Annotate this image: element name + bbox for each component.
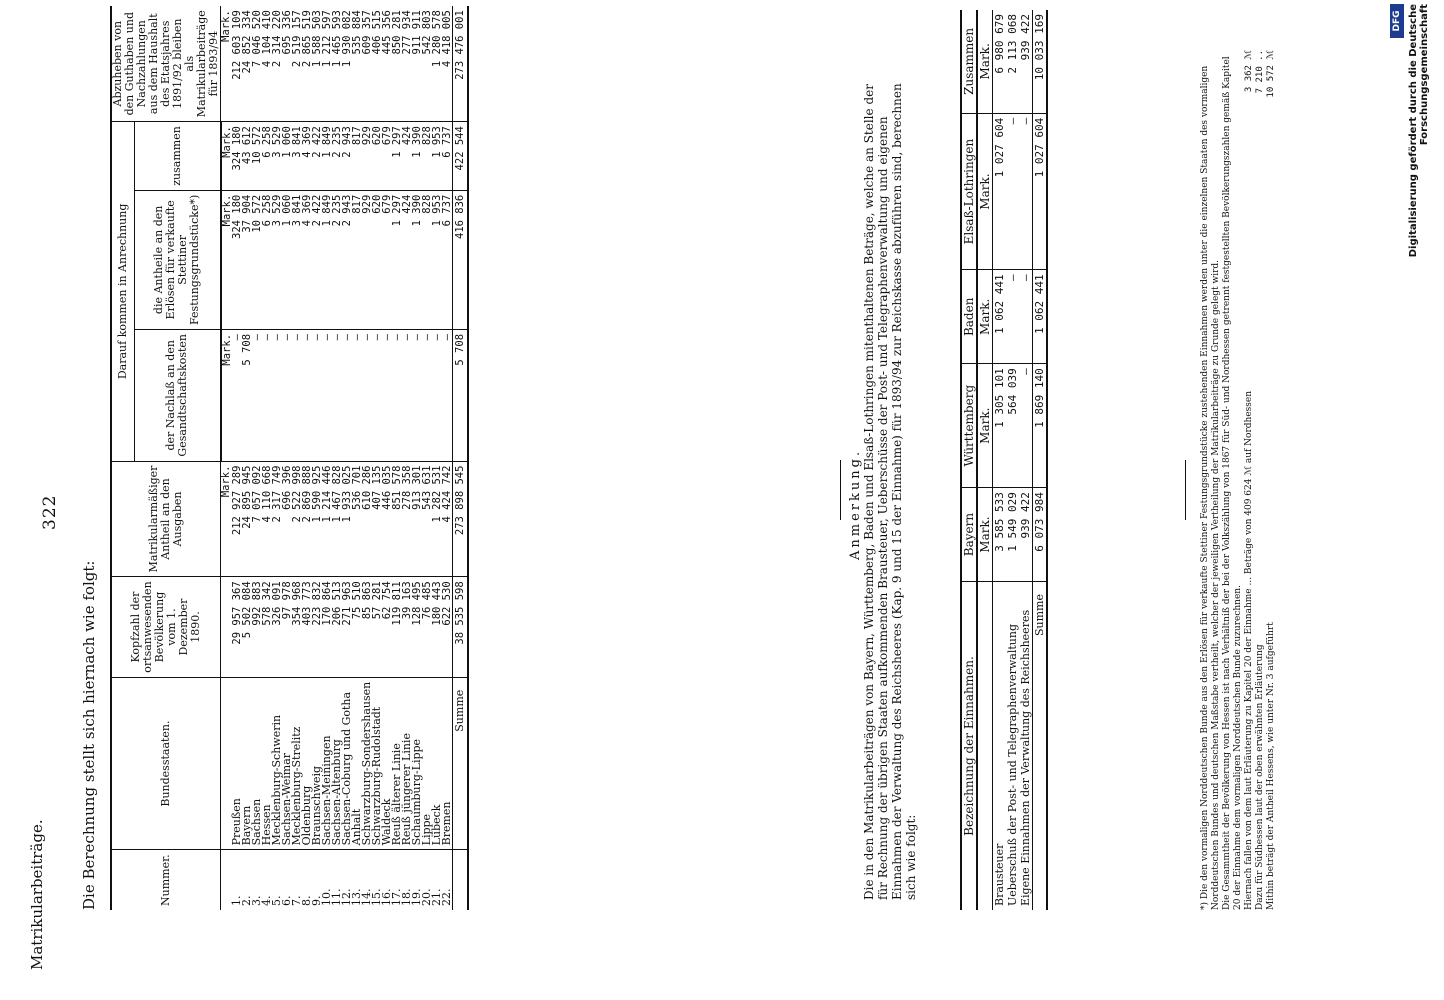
cell-nachlass: 5 708 bbox=[242, 329, 252, 461]
cell-matrikular: 446 035 bbox=[382, 461, 392, 577]
cell-antheile: 817 bbox=[352, 190, 362, 329]
cell-zusammen: 817 bbox=[352, 122, 362, 191]
cell-zusammen: 1 060 bbox=[282, 122, 292, 191]
cell-nachlass: — bbox=[362, 329, 372, 461]
col-bezeichnung: Bezeichnung der Einnahmen. bbox=[961, 582, 977, 911]
cell-elsass: — bbox=[1019, 113, 1033, 270]
cell-bezeichnung: Eigene Einnahmen der Verwaltung des Reichsheeres bbox=[1019, 609, 1032, 906]
cell-baden: 1 062 441 bbox=[993, 270, 1007, 364]
cell-abzuheben: 535 884 bbox=[352, 6, 362, 121]
cell-elsass: 1 027 604 bbox=[993, 113, 1007, 270]
cell-antheile: 6 737 bbox=[442, 190, 453, 329]
cell-antheile: 37 904 bbox=[242, 190, 252, 329]
cell-zusammen: 679 bbox=[382, 122, 392, 191]
cell-zusammen: 1 953 bbox=[432, 122, 442, 191]
cell-staat: Lübeck bbox=[432, 677, 442, 850]
table-row bbox=[252, 6, 262, 910]
cell-staat: Lippe bbox=[422, 677, 432, 850]
cell-nummer: 16. bbox=[379, 888, 393, 906]
col-antheile: die Antheile an den Erlösen für verkaufte Stettiner Festungsgrundstücke*) bbox=[134, 190, 220, 329]
cell-abzuheben: 277 934 bbox=[402, 6, 412, 121]
sum-value: 1 027 604 bbox=[1033, 113, 1048, 270]
cell-antheile: 1 849 bbox=[322, 190, 332, 329]
unit-label: Mark. bbox=[221, 122, 232, 191]
cell-nummer: 17. bbox=[389, 888, 403, 906]
cell-matrikular: 1 933 025 bbox=[342, 461, 352, 577]
sum-value: 416 836 bbox=[452, 190, 468, 329]
cell-staat: Reuß jüngerer Linie bbox=[402, 677, 412, 850]
table-row bbox=[1006, 10, 1019, 910]
cell-antheile: 10 572 bbox=[252, 190, 262, 329]
dfg-logo: DFG bbox=[1390, 4, 1404, 38]
cell-nummer: 22. bbox=[439, 888, 453, 906]
col-zusammen: zusammen bbox=[134, 122, 220, 191]
matrikular-table bbox=[110, 6, 469, 910]
cell-bevoelkerung: 39 163 bbox=[402, 577, 412, 677]
table-row bbox=[232, 6, 242, 910]
sum-value: 5 708 bbox=[452, 329, 468, 461]
cell-matrikular: 2 869 888 bbox=[302, 461, 312, 577]
page-number: 322 bbox=[40, 494, 60, 530]
cell-antheile: 1 297 bbox=[392, 190, 402, 329]
cell-abzuheben: 850 281 bbox=[392, 6, 402, 121]
cell-abzuheben: 445 356 bbox=[382, 6, 392, 121]
cell-zusammen: 1 390 bbox=[412, 122, 422, 191]
cell-bevoelkerung: 5 502 084 bbox=[242, 577, 252, 677]
cell-staat: Schwarzburg-Sondershausen bbox=[362, 677, 372, 850]
cell-matrikular: 212 927 289 bbox=[232, 461, 242, 577]
cell-elsass: — bbox=[1006, 113, 1019, 270]
cell-antheile: 620 bbox=[372, 190, 382, 329]
cell-nachlass: — bbox=[262, 329, 272, 461]
sum-value: 38 535 598 bbox=[452, 577, 468, 677]
cell-staat: Sachsen-Weimar bbox=[282, 677, 292, 850]
cell-abzuheben: 2 865 519 bbox=[302, 6, 312, 121]
cell-staat: Hessen bbox=[262, 677, 272, 850]
cell-antheile: 4 369 bbox=[302, 190, 312, 329]
sum-value: 10 033 169 bbox=[1033, 10, 1048, 113]
cell-antheile: 424 bbox=[402, 190, 412, 329]
cell-nachlass: — bbox=[312, 329, 322, 461]
cell-bevoelkerung: 29 957 367 bbox=[232, 577, 242, 677]
cell-abzuheben: 911 911 bbox=[412, 6, 422, 121]
cell-abzuheben: 1 212 597 bbox=[322, 6, 332, 121]
col-nachlass: der Nachlaß an den Gesandtschaftskosten bbox=[134, 329, 220, 461]
sum-value: 273 476 001 bbox=[452, 6, 468, 121]
unit-row bbox=[221, 6, 232, 910]
cell-zusammen: 2 235 bbox=[332, 122, 342, 191]
cell-bevoelkerung: 403 773 bbox=[302, 577, 312, 677]
cell-nummer: 18. bbox=[399, 888, 413, 906]
cell-nummer: 4. bbox=[259, 895, 273, 906]
cell-staat: Bremen bbox=[442, 677, 453, 850]
col-matrikular: Matrikularmäßiger Antheil an den Ausgaben bbox=[111, 461, 221, 577]
sum-row bbox=[452, 6, 468, 910]
col-wuerttemberg: Württemberg bbox=[961, 364, 977, 488]
cell-matrikular: 7 057 092 bbox=[252, 461, 262, 577]
cell-nummer: 8. bbox=[299, 895, 313, 906]
cell-antheile: 2 235 bbox=[332, 190, 342, 329]
cell-wuerttemberg: 564 039 bbox=[1006, 364, 1019, 488]
cell-wuerttemberg: — bbox=[1019, 364, 1033, 488]
footnote-line: Hiernach fallen von dem laut Erläuterung zu Kapitel 20 der Einnahme ... Beträge von 409 624 ℳ auf Nordhessen bbox=[1244, 390, 1254, 910]
cell-matrikular: 536 701 bbox=[352, 461, 362, 577]
table-row bbox=[993, 10, 1007, 910]
col-bevoelkerung: Kopfzahl der ortsanwesenden Bevölkerung vom 1. Dezember 1890. bbox=[111, 577, 221, 677]
cell-bayern: 1 549 029 bbox=[1006, 488, 1019, 582]
cell-zusammen: 6 258 bbox=[262, 122, 272, 191]
cell-matrikular: 278 358 bbox=[402, 461, 412, 577]
cell-zusammen: 10 572 bbox=[252, 122, 262, 191]
matrikular-table-body bbox=[221, 6, 468, 910]
cell-nachlass: — bbox=[282, 329, 292, 461]
cell-abzuheben: 609 357 bbox=[362, 6, 372, 121]
cell-nachlass: — bbox=[332, 329, 342, 461]
cell-matrikular: 2 317 749 bbox=[272, 461, 282, 577]
footnote bbox=[1200, 50, 1277, 910]
cell-staat: Mecklenburg-Schwerin bbox=[272, 677, 282, 850]
cell-baden: — bbox=[1006, 270, 1019, 364]
cell-bevoelkerung: 271 963 bbox=[342, 577, 352, 677]
unit-label: Mark. bbox=[977, 270, 993, 364]
sum-value: 422 544 bbox=[452, 122, 468, 191]
cell-matrikular: 1 590 925 bbox=[312, 461, 322, 577]
cell-bevoelkerung: 128 495 bbox=[412, 577, 422, 677]
cell-zusammen: 3 841 bbox=[292, 122, 302, 191]
cell-bevoelkerung: 622 530 bbox=[442, 577, 453, 677]
cell-abzuheben: 7 046 520 bbox=[252, 6, 262, 121]
footnote-line: Mithin beträgt der Antheil Hessens, wie unter Nr. 3 aufgeführt bbox=[1266, 622, 1276, 910]
unit-label: Mark. bbox=[977, 10, 993, 113]
cell-staat: Preußen bbox=[232, 677, 242, 850]
cell-bezeichnung: Ueberschuß der Post- und Telegraphenverwaltung bbox=[1006, 624, 1019, 906]
section-divider bbox=[840, 460, 841, 520]
table-row bbox=[342, 6, 352, 910]
cell-matrikular: 24 895 945 bbox=[242, 461, 252, 577]
cell-staat: Reuß älterer Linie bbox=[392, 677, 402, 850]
sum-label: Summe bbox=[452, 677, 468, 850]
cell-antheile: 828 bbox=[422, 190, 432, 329]
cell-nummer: 21. bbox=[429, 888, 443, 906]
cell-nachlass: — bbox=[232, 329, 242, 461]
cell-staat: Sachsen-Altenburg bbox=[332, 677, 342, 850]
footnote-value: 7 210 .. bbox=[1255, 50, 1265, 94]
cell-antheile: 6 258 bbox=[262, 190, 272, 329]
intro-line: Die Berechnung stellt sich hiernach wie folgt: bbox=[80, 560, 98, 910]
cell-zusammen: 1 849 bbox=[322, 122, 332, 191]
cell-zusammen: 3 529 bbox=[272, 122, 282, 191]
cell-nachlass: — bbox=[412, 329, 422, 461]
cell-nachlass: — bbox=[322, 329, 332, 461]
cell-matrikular: 696 396 bbox=[282, 461, 292, 577]
cell-nummer: 13. bbox=[349, 888, 363, 906]
cell-nachlass: — bbox=[352, 329, 362, 461]
unit-label: Mark. bbox=[221, 461, 232, 577]
cell-nachlass: — bbox=[372, 329, 382, 461]
cell-antheile: 3 529 bbox=[272, 190, 282, 329]
col-zusammen-2: Zusammen bbox=[961, 10, 977, 113]
cell-nummer: 10. bbox=[319, 888, 333, 906]
cell-bevoelkerung: 97 978 bbox=[282, 577, 292, 677]
cell-antheile: 1 060 bbox=[282, 190, 292, 329]
cell-wuerttemberg: 1 305 101 bbox=[993, 364, 1007, 488]
cell-nummer: 12. bbox=[339, 888, 353, 906]
cell-bevoelkerung: 180 443 bbox=[432, 577, 442, 677]
cell-abzuheben: 542 803 bbox=[422, 6, 432, 121]
col-darauf-group: Darauf kommen in Anrechnung bbox=[111, 122, 134, 461]
cell-abzuheben: 1 588 503 bbox=[312, 6, 322, 121]
cell-abzuheben: 695 336 bbox=[282, 6, 292, 121]
cell-antheile: 324 180 bbox=[232, 190, 242, 329]
cell-staat: Bayern bbox=[242, 677, 252, 850]
cell-staat: Oldenburg bbox=[302, 677, 312, 850]
cell-nachlass: — bbox=[442, 329, 453, 461]
cell-staat: Sachsen-Meiningen bbox=[322, 677, 332, 850]
cell-nachlass: — bbox=[292, 329, 302, 461]
cell-nummer: 15. bbox=[369, 888, 383, 906]
footnote-line: Dazu für Südhessen laut der oben erwähnten Erläuterung bbox=[1255, 644, 1265, 910]
cell-abzuheben: 2 314 220 bbox=[272, 6, 282, 121]
col-abzuheben: Abzuheben von den Guthaben und Nachzahlungen aus dem Haushalt des Etatsjahres 1891/92 bleiben als Matrikularbeiträge für 1893/94 bbox=[111, 6, 221, 121]
cell-staat: Sachsen-Coburg und Gotha bbox=[342, 677, 352, 850]
footnote-divider bbox=[1185, 460, 1186, 520]
unit-label: Mark. bbox=[221, 190, 232, 329]
cell-staat: Schwarzburg-Rudolstadt bbox=[372, 677, 382, 850]
cell-bevoelkerung: 75 510 bbox=[352, 577, 362, 677]
note-text: Die in den Matrikularbeiträgen von Bayern, Württemberg, Baden und Elsaß-Lothringen mitenthaltenen Beträge, welche an Stelle der für Rechnung der übrigen Staaten aufkommenden Brausteuer, Ueberschüsse der Post- und Telegraphenverwaltung und eigenen Einnahmen der Verwaltung des Reichsheeres (Kap. 9 und 15 der Einnahme) für 1893/94 zur Reichskasse abzuführen sind, berechnen sich wie folgt: bbox=[862, 83, 918, 900]
cell-zusammen: 939 422 bbox=[1019, 10, 1033, 113]
cell-zusammen: 2 113 068 bbox=[1006, 10, 1019, 113]
cell-nachlass: — bbox=[252, 329, 262, 461]
cell-nummer: 2. bbox=[239, 895, 253, 906]
cell-bevoelkerung: 578 342 bbox=[262, 577, 272, 677]
cell-nachlass: — bbox=[392, 329, 402, 461]
cell-antheile: 2 943 bbox=[342, 190, 352, 329]
col-baden: Baden bbox=[961, 270, 977, 364]
note-title: Anmerkung. bbox=[848, 448, 863, 560]
cell-nachlass: — bbox=[422, 329, 432, 461]
cell-staat: Mecklenburg-Strelitz bbox=[292, 677, 302, 850]
cell-nachlass: — bbox=[402, 329, 412, 461]
sum-value: 1 869 140 bbox=[1033, 364, 1048, 488]
table-row bbox=[242, 6, 252, 910]
cell-bevoelkerung: 85 863 bbox=[362, 577, 372, 677]
cell-matrikular: 913 301 bbox=[412, 461, 422, 577]
cell-nachlass: — bbox=[432, 329, 442, 461]
cell-abzuheben: 24 852 334 bbox=[242, 6, 252, 121]
cell-matrikular: 407 135 bbox=[372, 461, 382, 577]
cell-matrikular: 1 282 531 bbox=[432, 461, 442, 577]
cell-antheile: 3 841 bbox=[292, 190, 302, 329]
cell-zusammen: 324 180 bbox=[232, 122, 242, 191]
cell-zusammen: 4 369 bbox=[302, 122, 312, 191]
col-staaten: Bundesstaaten. bbox=[111, 677, 221, 850]
cell-matrikular: 2 522 998 bbox=[292, 461, 302, 577]
sum-label: Summe bbox=[1033, 582, 1048, 911]
running-header: Matrikularbeiträge. bbox=[28, 819, 46, 970]
cell-bevoelkerung: 326 091 bbox=[272, 577, 282, 677]
cell-zusammen: 1 297 bbox=[392, 122, 402, 191]
cell-zusammen: 2 943 bbox=[342, 122, 352, 191]
sum-value: 1 062 441 bbox=[1033, 270, 1048, 364]
cell-bevoelkerung: 992 883 bbox=[252, 577, 262, 677]
einnahmen-table bbox=[960, 10, 1048, 910]
cell-bevoelkerung: 206 513 bbox=[332, 577, 342, 677]
cell-bevoelkerung: 170 864 bbox=[322, 577, 332, 677]
cell-zusammen: 6 980 679 bbox=[993, 10, 1007, 113]
col-nummer: Nummer. bbox=[111, 850, 221, 910]
cell-bayern: 3 585 533 bbox=[993, 488, 1007, 582]
col-bayern: Bayern bbox=[961, 488, 977, 582]
footnote-value: 3 362 ℳ bbox=[1244, 50, 1254, 93]
cell-zusammen: 43 612 bbox=[242, 122, 252, 191]
sum-value: 6 073 984 bbox=[1033, 488, 1048, 582]
cell-nummer: 6. bbox=[279, 895, 293, 906]
cell-abzuheben: 212 603 109 bbox=[232, 6, 242, 121]
cell-nummer: 19. bbox=[409, 888, 423, 906]
unit-label: Mark. bbox=[977, 364, 993, 488]
cell-nummer: 3. bbox=[249, 895, 263, 906]
sum-row bbox=[1033, 10, 1048, 910]
cell-staat: Anhalt bbox=[352, 677, 362, 850]
cell-nachlass: — bbox=[302, 329, 312, 461]
table-row bbox=[292, 6, 302, 910]
table-row bbox=[1019, 10, 1033, 910]
cell-zusammen: 424 bbox=[402, 122, 412, 191]
cell-staat: Sachsen bbox=[252, 677, 262, 850]
cell-nummer: 14. bbox=[359, 888, 373, 906]
unit-label: Mark. bbox=[221, 329, 232, 461]
cell-bevoelkerung: 76 485 bbox=[422, 577, 432, 677]
cell-zusammen: 6 737 bbox=[442, 122, 453, 191]
cell-abzuheben: 1 280 578 bbox=[432, 6, 442, 121]
cell-abzuheben: 4 104 410 bbox=[262, 6, 272, 121]
cell-matrikular: 543 631 bbox=[422, 461, 432, 577]
cell-bevoelkerung: 57 281 bbox=[372, 577, 382, 677]
cell-abzuheben: 4 418 005 bbox=[442, 6, 453, 121]
cell-nachlass: — bbox=[342, 329, 352, 461]
table-row bbox=[442, 6, 453, 910]
cell-nummer: 9. bbox=[309, 895, 323, 906]
cell-staat: Schaumburg-Lippe bbox=[412, 677, 422, 850]
cell-antheile: 1 953 bbox=[432, 190, 442, 329]
cell-bevoelkerung: 119 811 bbox=[392, 577, 402, 677]
cell-nummer: 1. bbox=[229, 895, 243, 906]
cell-matrikular: 610 286 bbox=[362, 461, 372, 577]
cell-bevoelkerung: 223 832 bbox=[312, 577, 322, 677]
cell-abzuheben: 1 465 593 bbox=[332, 6, 342, 121]
cell-baden: — bbox=[1019, 270, 1033, 364]
table-row bbox=[422, 6, 432, 910]
cell-nachlass: — bbox=[272, 329, 282, 461]
sum-value: 273 898 545 bbox=[452, 461, 468, 577]
cell-staat: Braunschweig bbox=[312, 677, 322, 850]
unit-label: Mark. bbox=[977, 488, 993, 582]
cell-antheile: 929 bbox=[362, 190, 372, 329]
cell-zusammen: 828 bbox=[422, 122, 432, 191]
cell-matrikular: 1 214 446 bbox=[322, 461, 332, 577]
table-row bbox=[412, 6, 422, 910]
table-row bbox=[372, 6, 382, 910]
footnote-value: 10 572 ℳ bbox=[1266, 50, 1276, 98]
cell-nummer: 11. bbox=[329, 888, 343, 906]
cell-nummer: 5. bbox=[269, 895, 283, 906]
cell-antheile: 2 422 bbox=[312, 190, 322, 329]
cell-bayern: 939 422 bbox=[1019, 488, 1033, 582]
unit-label: Mark. bbox=[977, 113, 993, 270]
cell-nachlass: — bbox=[382, 329, 392, 461]
cell-abzuheben: 2 519 157 bbox=[292, 6, 302, 121]
footnote-line: *) Die den vormaligen Norddeutschen Bunde aus den Erlösen für verkaufte Stettiner Festungsgrundstücke zustehenden Einnahmen werden unter die einzelnen Staaten des vormaligen Norddeutschen Bundes und deutschen Maßstabe vertheilt, welcher der jeweiligen Vertheilung der Matrikularbeiträge zu Grunde gelegt wird. bbox=[1200, 65, 1221, 910]
cell-antheile: 1 390 bbox=[412, 190, 422, 329]
cell-matrikular: 1 467 828 bbox=[332, 461, 342, 577]
digitization-credit: Digitalisierung gefördert durch die Deutsche Forschungsgemeinschaft bbox=[1408, 4, 1430, 258]
table-row bbox=[432, 6, 442, 910]
cell-nummer: 20. bbox=[419, 888, 433, 906]
cell-nummer: 7. bbox=[289, 895, 303, 906]
cell-matrikular: 4 110 668 bbox=[262, 461, 272, 577]
col-elsass: Elsaß-Lothringen bbox=[961, 113, 977, 270]
footnote-line: Die Gesammtheit der Bevölkerung von Hessen ist nach Verhältniß der bei der Volkszählung von 1867 für Süd- und Nordhessen getrennt festgestellten Bevölkerungszahlen gemäß Kapitel 20 der Einnahme dem vormaligen Norddeutschen Bunde zuzurechnen. bbox=[1222, 56, 1243, 910]
cell-matrikular: 4 424 742 bbox=[442, 461, 453, 577]
cell-antheile: 679 bbox=[382, 190, 392, 329]
cell-zusammen: 620 bbox=[372, 122, 382, 191]
einnahmen-table-body bbox=[993, 10, 1048, 910]
cell-zusammen: 2 422 bbox=[312, 122, 322, 191]
cell-bevoelkerung: 62 754 bbox=[382, 577, 392, 677]
cell-staat: Waldeck bbox=[382, 677, 392, 850]
cell-bevoelkerung: 354 968 bbox=[292, 577, 302, 677]
unit-label: Mark. bbox=[221, 6, 232, 121]
cell-zusammen: 929 bbox=[362, 122, 372, 191]
cell-bezeichnung: Brausteuer bbox=[993, 843, 1006, 906]
cell-abzuheben: 1 930 082 bbox=[342, 6, 352, 121]
cell-abzuheben: 406 515 bbox=[372, 6, 382, 121]
cell-matrikular: 851 578 bbox=[392, 461, 402, 577]
